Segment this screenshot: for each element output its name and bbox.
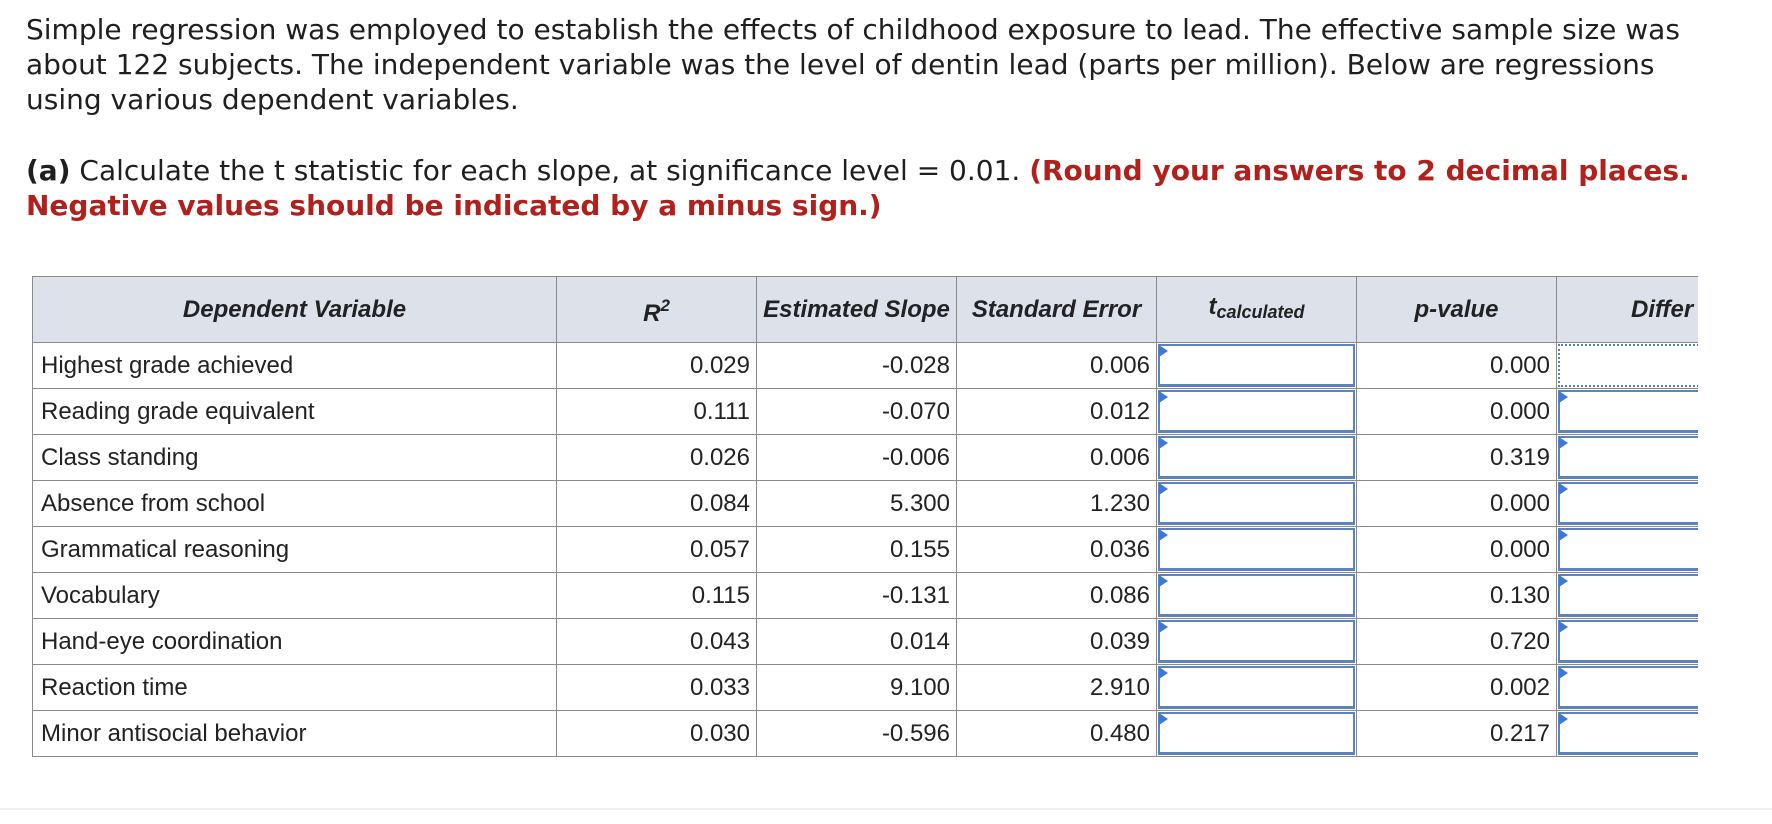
cell-standard-error: 0.006 <box>957 343 1157 389</box>
cell-standard-error: 0.036 <box>957 527 1157 573</box>
cell-standard-error: 0.012 <box>957 389 1157 435</box>
table-row <box>33 481 1699 527</box>
table-row <box>33 527 1699 573</box>
cell-estimated-slope: -0.028 <box>757 343 957 389</box>
cell-standard-error: 0.006 <box>957 435 1157 481</box>
cell-standard-error: 2.910 <box>957 665 1157 711</box>
table-row <box>33 389 1699 435</box>
difference-input[interactable] <box>1558 620 1698 663</box>
cell-estimated-slope: 0.014 <box>757 619 957 665</box>
regression-table-container <box>32 276 1698 760</box>
cell-standard-error: 1.230 <box>957 481 1157 527</box>
cell-r-squared: 0.115 <box>557 573 757 619</box>
answer-marker-icon <box>1159 345 1168 357</box>
cell-p-value: 0.319 <box>1357 435 1557 481</box>
cell-dependent-variable: Highest grade achieved <box>33 343 557 389</box>
cell-r-squared: 0.030 <box>557 711 757 757</box>
cell-estimated-slope: 0.155 <box>757 527 957 573</box>
cell-r-squared: 0.084 <box>557 481 757 527</box>
cell-dependent-variable: Class standing <box>33 435 557 481</box>
question-a <box>26 153 1726 223</box>
answer-marker-icon <box>1559 713 1568 725</box>
cell-difference <box>1557 343 1699 389</box>
cell-p-value: 0.002 <box>1357 665 1557 711</box>
answer-marker-icon <box>1159 713 1168 725</box>
difference-input[interactable] <box>1558 436 1698 479</box>
cell-t-calculated <box>1157 435 1357 481</box>
answer-marker-icon <box>1559 483 1568 495</box>
answer-marker-icon <box>1559 575 1568 587</box>
cell-r-squared: 0.026 <box>557 435 757 481</box>
cell-difference <box>1557 711 1699 757</box>
cell-estimated-slope: 5.300 <box>757 481 957 527</box>
t-calculated-input[interactable] <box>1158 436 1355 479</box>
cell-r-squared: 0.029 <box>557 343 757 389</box>
cell-t-calculated <box>1157 389 1357 435</box>
cell-p-value: 0.000 <box>1357 343 1557 389</box>
cell-difference <box>1557 389 1699 435</box>
problem-intro: Simple regression was employed to establish the effects of childhood exposure to lead. The effective sample size was about 122 subjects. The independent variable was the level of dentin lead (parts per million). Below are regressions using various dependent variables. <box>26 13 1680 116</box>
header-dependent-variable: Dependent Variable <box>33 277 557 343</box>
cell-dependent-variable: Grammatical reasoning <box>33 527 557 573</box>
cell-p-value: 0.217 <box>1357 711 1557 757</box>
header-difference: Differ <box>1557 277 1699 343</box>
cell-estimated-slope: -0.596 <box>757 711 957 757</box>
cell-t-calculated <box>1157 527 1357 573</box>
cell-dependent-variable: Vocabulary <box>33 573 557 619</box>
cell-r-squared: 0.111 <box>557 389 757 435</box>
answer-marker-icon <box>1559 667 1568 679</box>
cell-dependent-variable: Hand-eye coordination <box>33 619 557 665</box>
t-calculated-input[interactable] <box>1158 344 1355 387</box>
cell-t-calculated <box>1157 619 1357 665</box>
cell-difference <box>1557 527 1699 573</box>
cell-p-value: 0.000 <box>1357 527 1557 573</box>
table-row <box>33 665 1699 711</box>
table-row <box>33 343 1699 389</box>
t-calculated-input[interactable] <box>1158 574 1355 617</box>
answer-marker-icon <box>1159 391 1168 403</box>
cell-standard-error: 0.039 <box>957 619 1157 665</box>
answer-marker-icon <box>1159 575 1168 587</box>
difference-input[interactable] <box>1558 390 1698 433</box>
cell-standard-error: 0.480 <box>957 711 1157 757</box>
answer-marker-icon <box>1159 621 1168 633</box>
cell-difference <box>1557 665 1699 711</box>
answer-marker-icon <box>1159 483 1168 495</box>
cell-t-calculated <box>1157 343 1357 389</box>
cell-estimated-slope: 9.100 <box>757 665 957 711</box>
cell-p-value: 0.000 <box>1357 389 1557 435</box>
cell-r-squared: 0.043 <box>557 619 757 665</box>
regression-table <box>32 276 1698 757</box>
difference-input[interactable] <box>1558 666 1698 709</box>
cell-dependent-variable: Absence from school <box>33 481 557 527</box>
cell-t-calculated <box>1157 665 1357 711</box>
t-calculated-input[interactable] <box>1158 390 1355 433</box>
question-text: Calculate the t statistic for each slope, at significance level = 0.01. <box>70 154 1030 187</box>
cell-t-calculated <box>1157 481 1357 527</box>
bottom-divider <box>0 808 1772 810</box>
answer-marker-icon <box>1559 391 1568 403</box>
t-calculated-input[interactable] <box>1158 528 1355 571</box>
t-calculated-input[interactable] <box>1158 620 1355 663</box>
cell-estimated-slope: -0.131 <box>757 573 957 619</box>
difference-input[interactable] <box>1558 528 1698 571</box>
table-row <box>33 573 1699 619</box>
answer-marker-icon <box>1559 437 1568 449</box>
difference-input[interactable] <box>1558 344 1698 387</box>
cell-dependent-variable: Reaction time <box>33 665 557 711</box>
rounding-instruction: (Round your answers to 2 decimal places. Negative values should be indicated by a minus sign.) <box>26 154 1690 222</box>
cell-dependent-variable: Minor antisocial behavior <box>33 711 557 757</box>
answer-marker-icon <box>1159 437 1168 449</box>
t-calculated-input[interactable] <box>1158 666 1355 709</box>
table-body <box>33 343 1699 757</box>
header-estimated-slope: Estimated Slope <box>757 277 957 343</box>
answer-marker-icon <box>1159 667 1168 679</box>
cell-t-calculated <box>1157 711 1357 757</box>
difference-input[interactable] <box>1558 574 1698 617</box>
difference-input[interactable] <box>1558 482 1698 525</box>
cell-t-calculated <box>1157 573 1357 619</box>
t-calculated-input[interactable] <box>1158 712 1355 755</box>
cell-p-value: 0.720 <box>1357 619 1557 665</box>
difference-input[interactable] <box>1558 712 1698 755</box>
table-row <box>33 711 1699 757</box>
cell-standard-error: 0.086 <box>957 573 1157 619</box>
header-r-squared: $R^2$ <box>557 277 757 343</box>
table-row <box>33 619 1699 665</box>
table-row <box>33 435 1699 481</box>
cell-r-squared: 0.033 <box>557 665 757 711</box>
question-part-label: (a) <box>26 154 71 187</box>
cell-dependent-variable: Reading grade equivalent <box>33 389 557 435</box>
header-p-value: p-value <box>1357 277 1557 343</box>
t-calculated-input[interactable] <box>1158 482 1355 525</box>
answer-marker-icon <box>1159 529 1168 541</box>
cell-difference <box>1557 619 1699 665</box>
cell-difference <box>1557 573 1699 619</box>
cell-r-squared: 0.057 <box>557 527 757 573</box>
cell-estimated-slope: -0.070 <box>757 389 957 435</box>
header-standard-error: Standard Error <box>957 277 1157 343</box>
answer-marker-icon <box>1559 621 1568 633</box>
cell-difference <box>1557 435 1699 481</box>
cell-difference <box>1557 481 1699 527</box>
cell-p-value: 0.130 <box>1357 573 1557 619</box>
header-t-calculated: $t_{calculated}$ <box>1157 277 1357 343</box>
cell-p-value: 0.000 <box>1357 481 1557 527</box>
cell-estimated-slope: -0.006 <box>757 435 957 481</box>
answer-marker-icon <box>1559 529 1568 541</box>
table-header-row <box>33 277 1699 343</box>
